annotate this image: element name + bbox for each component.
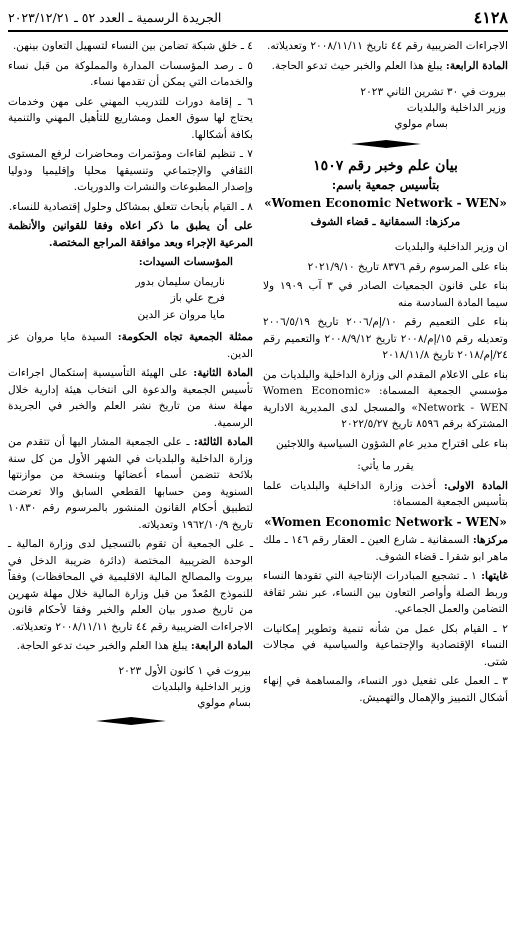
article-label: المادة الثالثة: <box>193 436 253 448</box>
goal-item: ٨ ـ القيام بأبحاث تتعلق بمشاكل وحلول إقتصادية للنساء. <box>8 200 253 213</box>
article-one <box>263 478 508 511</box>
article-two <box>8 365 253 431</box>
government-representative <box>8 329 253 362</box>
founder-name: فرح علي باز <box>170 292 225 304</box>
section-divider <box>8 717 253 725</box>
article-text: يبلغ هذا العلم والخبر حيث تدعو الحاجة. <box>271 59 446 72</box>
signature-date: بيروت في ٣٠ تشرين الثاني ٢٠٢٣ <box>360 86 506 98</box>
tax-registration-paragraph: ـ على الجمعية أن تقوم بالتسجيل لدى وزارة المالية ـ الوحدة الضريبية المختصة (دائرة ضريبة الدخل في بيروت والمصالح المالية الاقليمية في المحافظات) وفقاً للنموذج المُعدّ من قبل وزارة المالية خلال مهلة شهرين من تاريخ صدور بيان العلم والخبر وفقا لأحكام قانون الاجراءات الضريبية رقم ٤٤ تاريخ ٢٠٠٨/١١/١١ وتعديلاته. <box>8 538 253 633</box>
article-label: المادة الرابعة: <box>190 640 253 652</box>
headquarters-line <box>263 214 508 231</box>
founder-name: مايا مروان عز الدين <box>137 308 225 321</box>
left-column <box>8 38 253 735</box>
section-divider <box>263 140 508 148</box>
article-four-prev <box>263 58 508 75</box>
columns <box>8 38 508 735</box>
goals-paragraph <box>263 568 508 618</box>
association-name-repeat: «Women Economic Network - WEN» <box>264 514 507 529</box>
hq-label: مركزها: <box>472 534 508 546</box>
article-label: المادة الثانية: <box>193 367 254 379</box>
signature-block <box>8 663 253 711</box>
association-name: «Women Economic Network - WEN» <box>264 196 507 210</box>
goal-item: ٤ ـ خلق شبكة تضامن بين النساء لتسهيل التعاون بينهن. <box>12 40 253 52</box>
rep-text: السيدة مايا مروان عز الدين. <box>8 331 253 360</box>
goal-item: ٦ ـ إقامة دورات للتدريب المهني على مهن وخدمات يحتاج لها سوق العمل ومشاريع للتأهيل المهني والتنمية بكافة أشكالها. <box>8 95 253 141</box>
article-text: على الهيئة التأسيسية إستكمال اجراءات تأسيس الجمعية والدعوة الى انتخاب هيئة إدارية خلال مهلة سنة من تاريخ نشر العلم والخبر في الجريدة الرسمية. <box>8 367 253 429</box>
hq-label: مركزها: <box>425 215 461 228</box>
headquarters-address <box>263 532 508 565</box>
goal-item: ٣ ـ العمل على تفعيل دور النساء، والمساهمة في إنهاء أشكال التمييز والإهمال والتهميش. <box>263 675 508 704</box>
goal-item: ٧ ـ تنظيم لقاءات ومؤتمرات ومحاضرات لرفع المستوى الثقافي والإجتماعي وتنسيقها محليا وإقليميا ودوليا وإصدار المطبوعات والنشرات والدوريات. <box>8 148 253 193</box>
paragraph: بناء على التعميم رقم ١٠/إم/٢٠٠٦ تاريخ ٢٠٠٦/٥/١٩ وتعديله رقم ١٥/إم/٢٠٠٨ تاريخ ٢٠٠٨/٩/١٢ والتعميم رقم ٢٤/إم/٢٠١٨ تاريخ ٢٠١٨/١١/٨ <box>263 316 508 361</box>
article-text: أخذت وزارة الداخلية والبلديات علما بتأسيس الجمعية المسماة: <box>263 479 508 508</box>
right-column <box>263 38 508 735</box>
article-three <box>8 434 253 533</box>
goal-item: ٢ ـ القيام بكل عمل من شأنه تنمية وتطوير إمكانيات النساء الإقتصادية والإجتماعية والسياسية في مجالات شتى. <box>263 622 508 668</box>
goals-label: غايتها: <box>481 570 508 582</box>
founders-list <box>8 274 253 324</box>
decides-line: يقرر ما يأتي: <box>357 460 414 472</box>
paragraph: الاجراءات الضريبية رقم ٤٤ تاريخ ٢٠٠٨/١١/١١ وتعديلاته. <box>266 40 508 52</box>
paragraph: بناء على الاعلام المقدم الى وزارة الداخلية والبلديات من مؤسسي الجمعية المسماة: «Women Economic Network - WEN» والمسجل لدى المديرية الادارية المشتركة برقم ٨٥٩٦ تاريخ ٢٠٢٢/٥/٢٧ <box>263 368 508 430</box>
signature-date: بيروت في ١ كانون الأول ٢٠٢٣ <box>118 664 251 677</box>
gazette-issue-line: الجريدة الرسمية ـ العدد ٥٢ ـ ٢٠٢٣/١٢/٢١ <box>8 9 222 25</box>
signature-block <box>263 84 508 132</box>
paragraph: بناء على اقتراح مدير عام الشؤون السياسية واللاجئين <box>276 437 508 450</box>
signature-title: وزير الداخلية والبلديات <box>151 680 251 693</box>
legal-compliance-note: على أن يطبق ما ذكر اعلاه وفقا للقوانين والأنظمة المرعية الإجراء وبعد موافقة المراجع المختصة. <box>8 220 253 249</box>
page-header <box>8 6 508 32</box>
notice-title: بيان علم وخبر رقم ١٥٠٧ <box>313 158 458 174</box>
signature-title: وزير الداخلية والبلديات <box>406 102 506 114</box>
article-four <box>8 638 253 655</box>
founders-label: المؤسسات السيدات: <box>138 256 233 268</box>
rep-label: ممثلة الجمعية تجاه الحكومة: <box>117 331 253 343</box>
paragraph: بناء على قانون الجمعيات الصادر في ٣ آب ١٩٠٩ ولا سيما المادة السادسة منه <box>263 280 508 309</box>
signature-name: بسام مولوي <box>394 118 448 130</box>
goal-item: ٥ ـ رصد المؤسسات المدارة والمملوكة من قبل نساء والخدمات التي يمكن أن تقدمها نساء. <box>8 59 253 88</box>
notice-subtitle: بتأسيس جمعية باسم: <box>331 177 440 192</box>
divider-ornament-icon <box>351 140 421 148</box>
paragraph: بناء على المرسوم رقم ٨٣٧٦ تاريخ ٢٠٢١/٩/١٠ <box>307 260 508 273</box>
signature-name: بسام مولوي <box>197 696 251 709</box>
paragraph: ان وزير الداخلية والبلديات <box>394 241 508 253</box>
article-label: المادة الرابعة: <box>445 59 508 72</box>
hq-address: السمقانية ـ شارع العين ـ العقار رقم ١٤٦ ـ ملك ماهر ابو شقرا ـ قضاء الشوف. <box>263 534 508 563</box>
article-text: ـ على الجمعية المشار اليها أن تتقدم من وزارة الداخلية والبلديات في الشهر الأول من كل سنة بلائحة تتضمن أسماء أعضائها وبنسخة من موازنتها السنوية ومن حسابها القطعي السابق والا تعرضت لتطبيق أحكام القانون المنشور بالمرسوم رقم ١٠٨٣٠ تاريخ ١٩٦٢/١٠/٩ وتعديلاته. <box>8 436 253 531</box>
article-label: المادة الاولى: <box>443 479 508 492</box>
founder-name: ناريمان سليمان بدور <box>135 275 225 288</box>
hq-text: السمقانية ـ قضاء الشوف <box>310 215 426 228</box>
article-text: يبلغ هذا العلم والخبر حيث تدعو الحاجة. <box>16 640 191 652</box>
divider-ornament-icon <box>96 717 166 725</box>
goal-item: ١ ـ تشجيع المبادرات الإنتاجية التي تقودها النساء وربط الصلة وأواصر التعاون بين النساء، عبر نشر ثقافة التضامن والعمل الجماعي. <box>263 570 508 615</box>
page-number: ٤١٢٨ <box>473 7 508 27</box>
